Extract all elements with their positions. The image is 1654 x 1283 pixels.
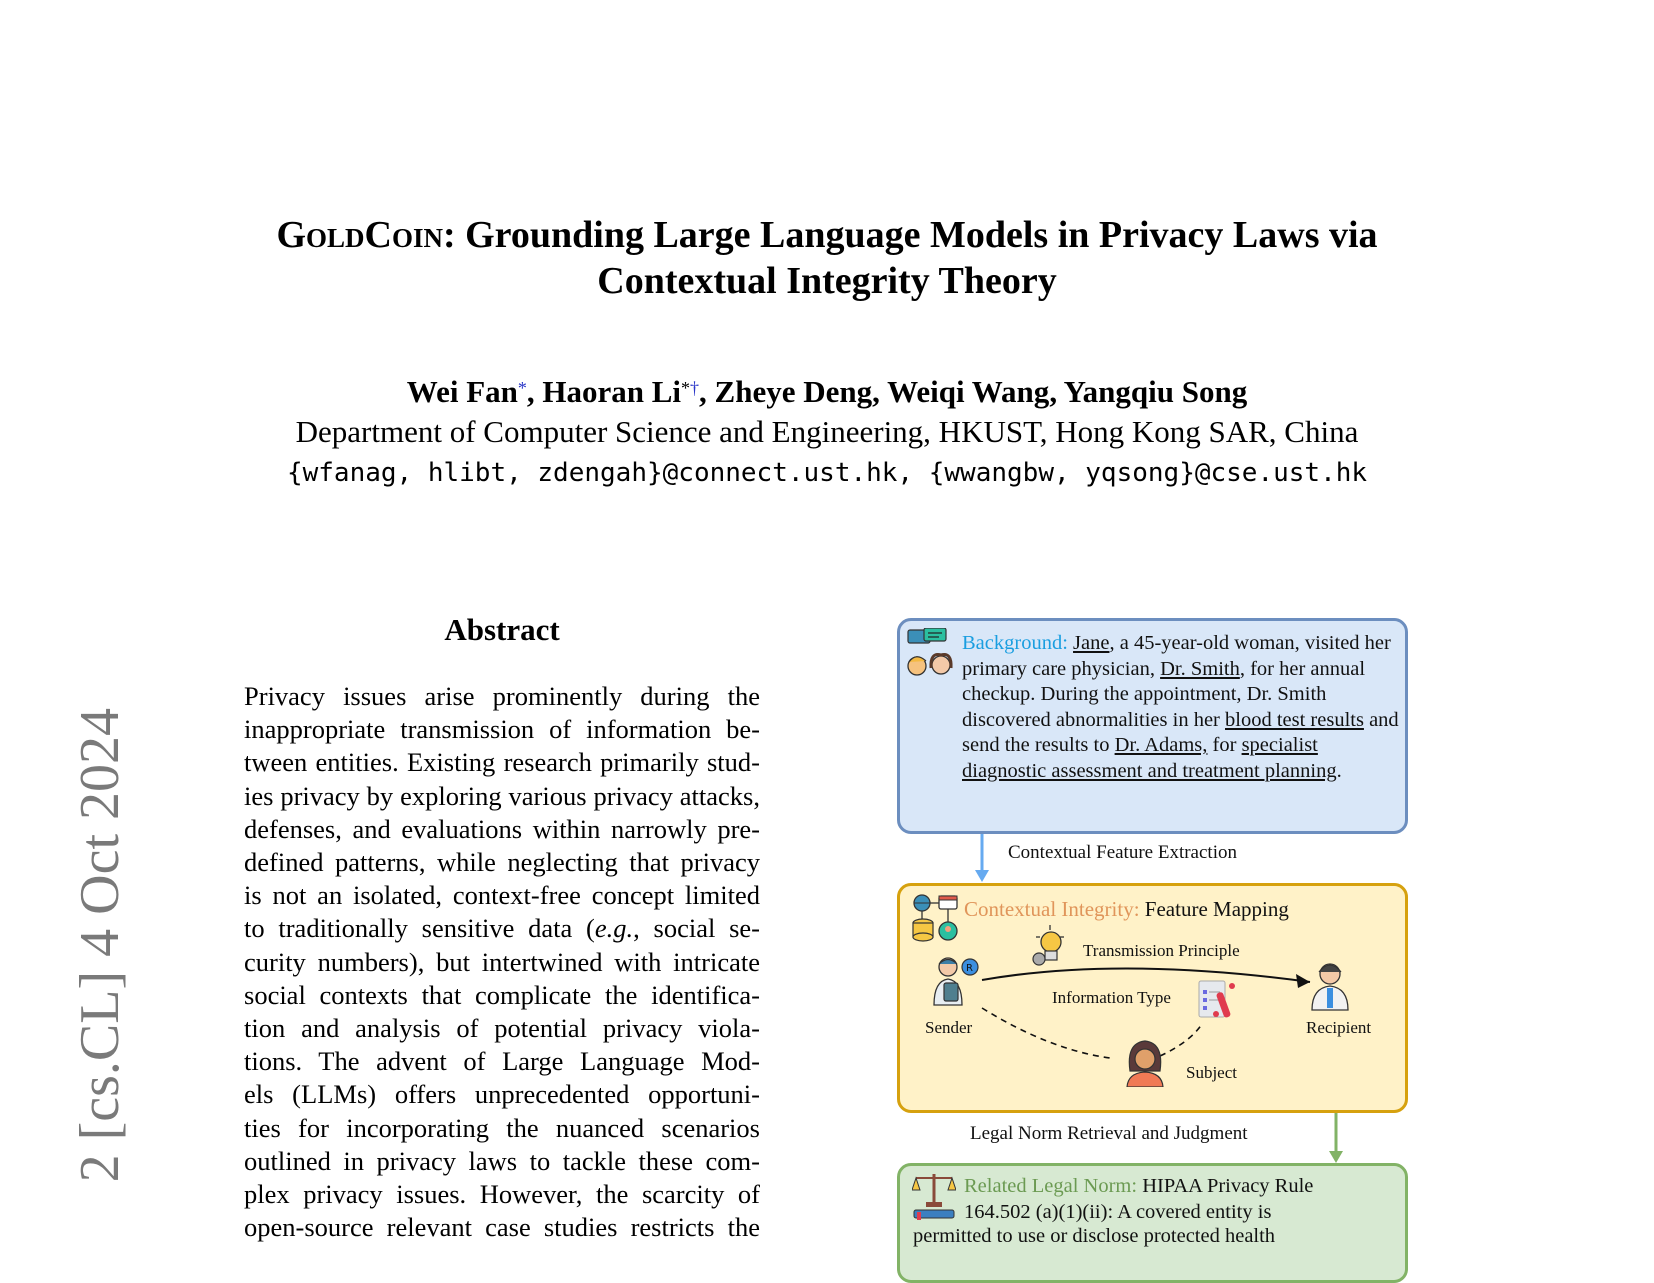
woman-subject-icon (1124, 1037, 1166, 1087)
abstract-line: curity numbers), but intertwined with intricate (244, 946, 760, 977)
author-name: Zheye Deng (714, 374, 873, 409)
abstract-line: outlined in privacy laws to tackle these com- (244, 1145, 760, 1176)
arrow-label-feature-extraction: Contextual Feature Extraction (1008, 842, 1237, 863)
sender-label: Sender (925, 1018, 973, 1037)
abstract-line: defenses, and evaluations within narrowly pre- (244, 813, 760, 844)
author-list: Wei Fan*, Haoran Li*†, Zheye Deng, Weiqi Wang, Yangqiu Song (406, 374, 1248, 409)
background-text: , a 45-year-old woman, visited her primary care physician, (962, 632, 1391, 680)
abstract-line-part: to traditionally sensitive data ( (244, 913, 595, 944)
author-name: Yangqiu Song (1063, 374, 1248, 409)
affiliation: Department of Computer Science and Engineering, HKUST, Hong Kong SAR, China (295, 414, 1359, 449)
arrow-down-icon (1326, 1113, 1346, 1165)
paper-title (0, 212, 1654, 304)
arrow-down-icon (972, 834, 992, 884)
abstract-line: ties for incorporating the nuanced scenarios (244, 1112, 760, 1143)
abstract-heading: Abstract (444, 612, 560, 647)
background-label: Background: (962, 632, 1068, 654)
ci-header (964, 897, 1289, 923)
legal-norm-line2: 164.502 (a)(1)(ii): A covered entity is (964, 1200, 1272, 1223)
entity-dr-smith: Dr. Smith (1160, 657, 1240, 680)
author-name: Haoran Li (542, 374, 682, 409)
information-type-label: Information Type (1052, 988, 1171, 1007)
entity-purpose: specialist diagnostic assessment and treatment planning (962, 734, 1337, 782)
scales-book-icon (912, 1172, 956, 1220)
ci-title: Feature Mapping (1144, 897, 1289, 921)
abstract-line: ies privacy by exploring various privacy attacks, (244, 780, 760, 811)
chat-people-icon (906, 628, 956, 678)
title-line1: : Grounding Large Language Models in Privacy Laws via (442, 214, 1378, 256)
abstract-line: is not an isolated, context-free concept limited (244, 880, 760, 911)
network-database-icon (912, 893, 962, 943)
transmission-principle-label: Transmission Principle (1083, 941, 1240, 960)
abstract-line: plex privacy issues. However, the scarcity of (244, 1179, 760, 1210)
author-mark-dagger[interactable]: † (690, 378, 700, 398)
author-name: Wei Fan (406, 374, 518, 409)
background-text: for (1207, 734, 1242, 756)
legal-norm-rule: HIPAA Privacy Rule (1142, 1175, 1314, 1197)
entity-jane: Jane (1073, 632, 1110, 654)
abstract-line: social contexts that complicate the identifica- (244, 979, 760, 1010)
title-line2: Contextual Integrity Theory (597, 260, 1057, 302)
legal-norm-label: Related Legal Norm: (964, 1175, 1138, 1197)
legal-norm-line3: permitted to use or disclose protected health (913, 1225, 1276, 1247)
blood-test-report-icon (1198, 980, 1238, 1022)
background-line-1 (962, 631, 1402, 784)
abstract-line: tween entities. Existing research primarily stud- (244, 747, 760, 778)
background-text: and send the results to (962, 708, 1399, 756)
arrow-label-legal-norm-retrieval: Legal Norm Retrieval and Judgment (970, 1123, 1248, 1144)
abstract-line: tion and analysis of potential privacy viola- (244, 1013, 760, 1044)
abstract-eg: e.g. (594, 913, 634, 944)
author-name: Weiqi Wang (887, 374, 1050, 409)
abstract-line: inappropriate transmission of information be- (244, 714, 760, 745)
abstract-line: open-source relevant case studies restricts the (244, 1212, 760, 1243)
arxiv-stamp: 2 [cs.CL] 4 Oct 2024 (69, 708, 131, 1183)
ci-label: Contextual Integrity: (964, 897, 1140, 921)
background-text: , for her annual checkup. During the appointment, Dr. Smith discovered abnormalities in her (962, 657, 1366, 731)
doctor-recipient-icon (1308, 960, 1352, 1012)
abstract-line-part: , social se- (633, 913, 760, 944)
author-emails: {wfanag, hlibt, zdengah}@connect.ust.hk, {wwangbw, yqsong}@cse.ust.hk (286, 458, 1368, 488)
author-mark[interactable]: * (517, 378, 527, 398)
abstract-body (244, 680, 760, 1244)
entity-blood-test: blood test results (1225, 708, 1364, 731)
title-goldcoin: GoldCoin (276, 214, 443, 256)
recipient-label: Recipient (1306, 1018, 1372, 1037)
abstract-line: tions. The advent of Large Language Mod- (244, 1046, 760, 1077)
svg-text:R: R (966, 963, 973, 974)
abstract-line: defined patterns, while neglecting that privacy (244, 847, 760, 878)
abstract-line: els (LLMs) offers unprecedented opportuni- (244, 1079, 760, 1110)
author-mark: * (681, 378, 691, 398)
entity-dr-adams: Dr. Adams, (1114, 734, 1208, 756)
abstract-line: Privacy issues arise prominently during the (244, 681, 760, 711)
legal-norm-text (964, 1174, 1404, 1225)
subject-label: Subject (1186, 1063, 1237, 1082)
abstract-line (244, 912, 760, 945)
background-text: . (1336, 759, 1342, 782)
